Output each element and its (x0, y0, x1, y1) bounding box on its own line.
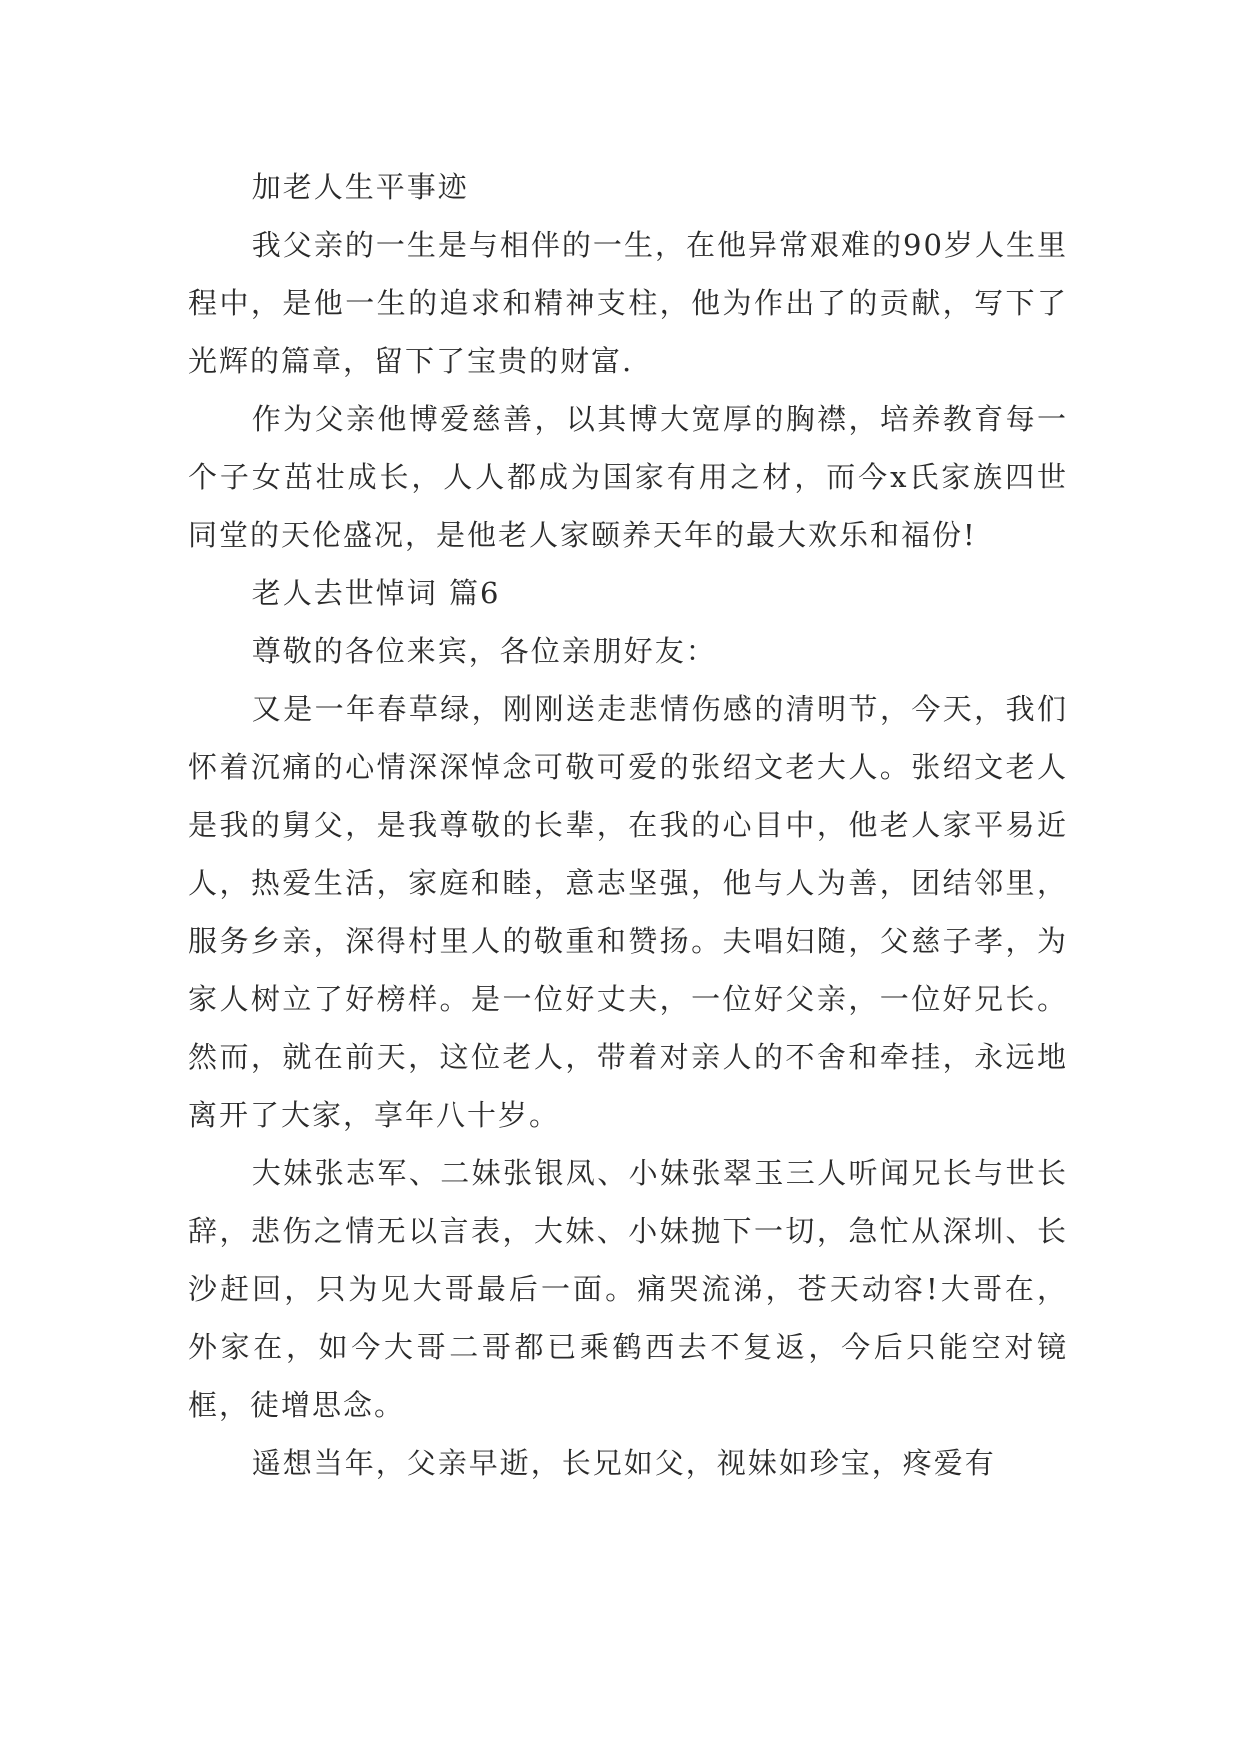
paragraph: 作为父亲他博爱慈善，以其博大宽厚的胸襟，培养教育每一个子女茁壮成长，人人都成为国家有用之材，而今x氏家族四世同堂的天伦盛况，是他老人家颐养天年的最大欢乐和福份! (188, 402, 1068, 552)
paragraph: 大妹张志军、二妹张银凤、小妹张翠玉三人听闻兄长与世长辞，悲伤之情无以言表，大妹、小妹抛下一切，急忙从深圳、长沙赶回，只为见大哥最后一面。痛哭流涕，苍天动容!大哥在，外家在，如今大哥二哥都已乘鹤西去不复返，今后只能空对镜框，徒增思念。 (188, 1156, 1068, 1422)
paragraph-heading-biography: 加老人生平事迹 (251, 170, 469, 204)
paragraph-heading-eulogy: 老人去世悼词 篇6 (251, 576, 501, 610)
document-body (188, 158, 1068, 1492)
paragraph: 遥想当年，父亲早逝，长兄如父，视妹如珍宝，疼爱有 (251, 1446, 996, 1480)
paragraph-salutation: 尊敬的各位来宾，各位亲朋好友： (251, 634, 717, 668)
paragraph: 又是一年春草绿，刚刚送走悲情伤感的清明节，今天，我们怀着沉痛的心情深深悼念可敬可爱的张绍文老大人。张绍文老人是我的舅父，是我尊敬的长辈，在我的心目中，他老人家平易近人，热爱生活，家庭和睦，意志坚强，他与人为善，团结邻里，服务乡亲，深得村里人的敬重和赞扬。夫唱妇随，父慈子孝，为家人树立了好榜样。是一位好丈夫，一位好父亲，一位好兄长。然而，就在前天，这位老人，带着对亲人的不舍和牵挂，永远地离开了大家，享年八十岁。 (188, 692, 1068, 1132)
paragraph: 我父亲的一生是与相伴的一生，在他异常艰难的90岁人生里程中，是他一生的追求和精神支柱，他为作出了的贡献，写下了光辉的篇章，留下了宝贵的财富. (188, 228, 1068, 378)
